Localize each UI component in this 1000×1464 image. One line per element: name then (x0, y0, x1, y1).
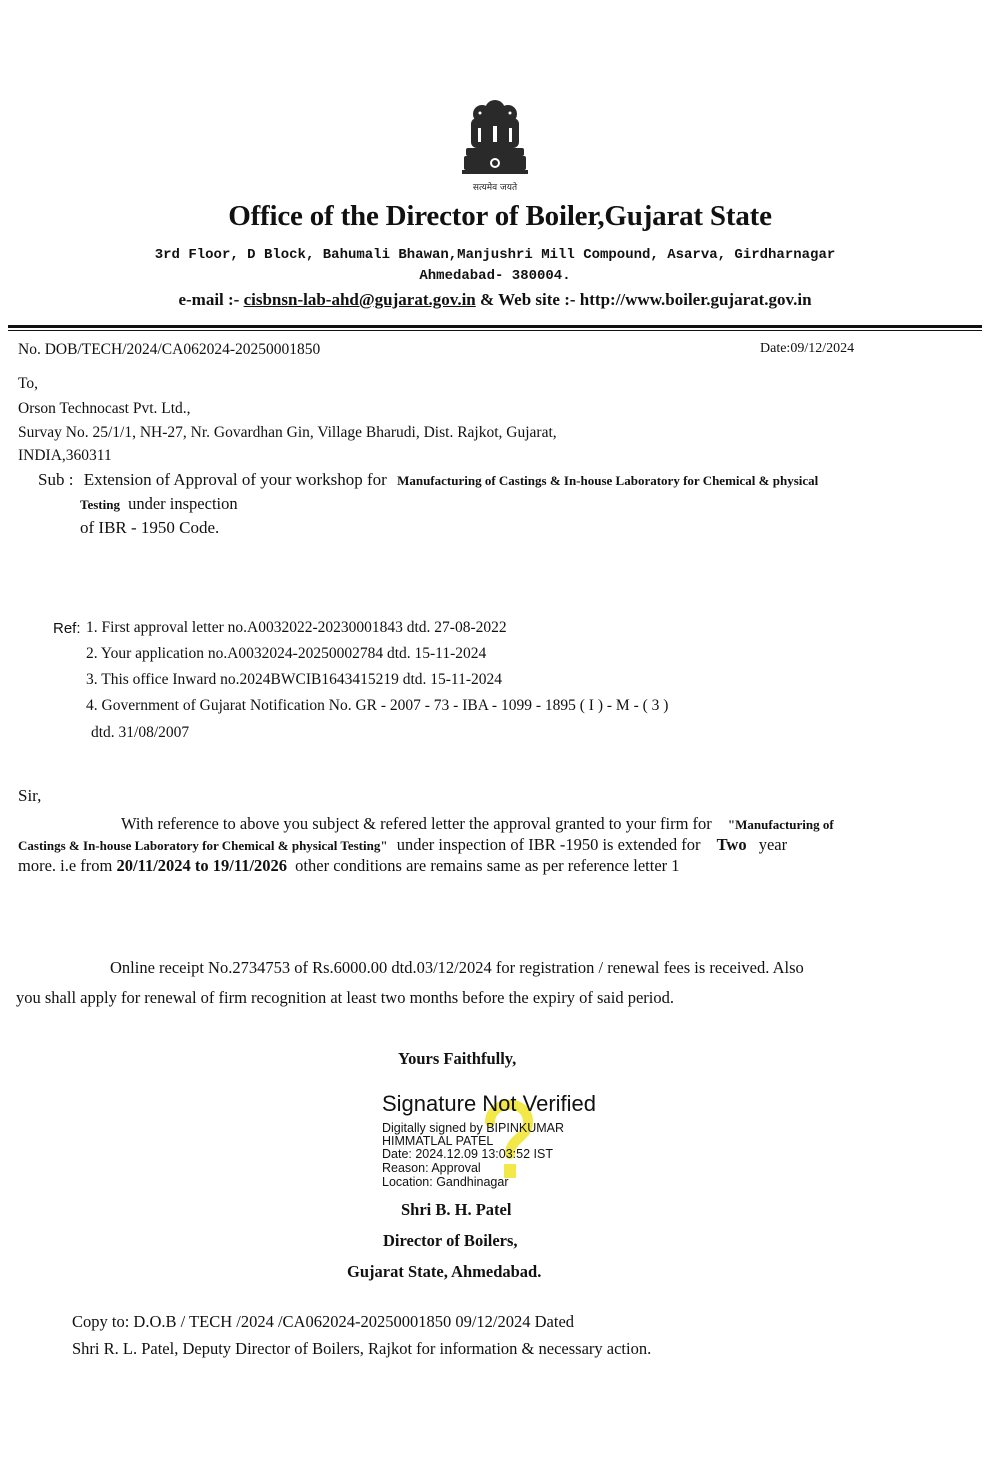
subject-line-1 (38, 470, 818, 490)
signature-detail-line: Date: 2024.12.09 13:03:52 IST (382, 1147, 553, 1161)
body1-to-date: 19/11/2026 (212, 856, 288, 875)
header-divider-thin (8, 330, 982, 331)
subject-label: Sub : (38, 470, 74, 489)
subject-text: Extension of Approval of your workshop for (83, 470, 387, 489)
ref-item: dtd. 31/08/2007 (91, 724, 190, 741)
letter-number: No. DOB/TECH/2024/CA062024-20250001850 (18, 341, 321, 358)
body1-mid: under inspection of IBR -1950 is extended for (396, 835, 701, 854)
website-link[interactable]: http://www.boiler.gujarat.gov.in (579, 290, 812, 309)
body1-two: Two (716, 835, 747, 854)
ref-item: 2. Your application no.A0032024-20250002784 dtd. 15-11-2024 (86, 645, 487, 662)
subject-bold-text: Manufacturing of Castings & In-house Laboratory for Chemical & physical (397, 473, 819, 488)
email-link[interactable]: cisbnsn-lab-ahd@gujarat.gov.in (243, 290, 476, 309)
addressee-address-line-1: Survay No. 25/1/1, NH-27, Nr. Govardhan Gin, Village Bharudi, Dist. Rajkot, Gujarat, (18, 424, 557, 441)
subject-bold-testing: Testing (80, 497, 120, 512)
signatory-office: Gujarat State, Ahmedabad. (347, 1262, 542, 1281)
body1-line-2 (18, 835, 787, 855)
header-divider (8, 325, 982, 328)
subject-line-3: of IBR - 1950 Code. (80, 518, 220, 537)
body1-start: With reference to above you subject & refered letter the approval granted to your firm for (121, 814, 712, 833)
address-line-1: 3rd Floor, D Block, Bahumali Bhawan,Manjushri Mill Compound, Asarva, Girdharnagar (154, 247, 836, 263)
ref-item: 3. This office Inward no.2024BWCIB1643415219 dtd. 15-11-2024 (86, 671, 503, 688)
body1-bold-a: "Manufacturing of (727, 817, 834, 832)
signatory-designation: Director of Boilers, (383, 1231, 518, 1250)
ref-item: 4. Government of Gujarat Notification No. GR - 2007 - 73 - IBA - 1099 - 1895 ( I ) - M - ( 3 ) (86, 697, 669, 714)
addressee-address-line-2: INDIA,360311 (18, 447, 112, 464)
signature-status: Signature Not Verified (382, 1091, 597, 1116)
signature-detail-line: Digitally signed by BIPINKUMAR (382, 1121, 565, 1135)
body1-end: other conditions are remains same as per reference letter 1 (295, 856, 680, 875)
body1-from-date: 20/11/2024 (116, 856, 191, 875)
body1-to-word: to (194, 856, 209, 875)
contact-line (0, 290, 990, 310)
body2-line-1: Online receipt No.2734753 of Rs.6000.00 dtd.03/12/2024 for registration / renewal fees is received. Also (110, 958, 804, 977)
to-label: To, (18, 375, 39, 392)
body1-bold-b: Castings & In-house Laboratory for Chemical & physical Testing" (18, 838, 388, 853)
closing: Yours Faithfully, (398, 1049, 517, 1068)
body1-more: more. i.e from (18, 856, 113, 875)
signature-detail-line: HIMMATLAL PATEL (382, 1134, 494, 1148)
office-title: Office of the Director of Boiler,Gujarat State (228, 200, 772, 232)
salutation: Sir, (18, 786, 42, 805)
subject-tail: under inspection (128, 494, 238, 513)
signature-detail-line: Location: Gandhinagar (382, 1175, 509, 1189)
letter-date: Date:09/12/2024 (760, 341, 855, 356)
copy-to-line-2: Shri R. L. Patel, Deputy Director of Boilers, Rajkot for information & necessary action. (72, 1339, 652, 1358)
copy-to-line-1: Copy to: D.O.B / TECH /2024 /CA062024-20250001850 09/12/2024 Dated (72, 1312, 575, 1331)
body1-line-3 (18, 856, 680, 876)
website-label: & Web site :- (480, 290, 576, 309)
body1-year: year (758, 835, 788, 854)
signature-detail-line: Reason: Approval (382, 1161, 481, 1175)
body1-line-1 (121, 814, 834, 834)
body2-line-2: you shall apply for renewal of firm recognition at least two months before the expiry of said period. (16, 988, 674, 1007)
svg-text:सत्यमेव जयते: सत्यमेव जयते (472, 183, 518, 193)
address-line-2: Ahmedabad- 380004. (419, 268, 571, 284)
email-label: e-mail :- (178, 290, 240, 309)
signatory-name: Shri B. H. Patel (401, 1200, 512, 1219)
addressee-name: Orson Technocast Pvt. Ltd., (18, 400, 191, 417)
state-emblem-logo (456, 98, 534, 196)
ref-label: Ref: (53, 620, 81, 637)
subject-line-2 (80, 494, 238, 514)
ref-item: 1. First approval letter no.A0032022-20230001843 dtd. 27-08-2022 (86, 619, 507, 636)
